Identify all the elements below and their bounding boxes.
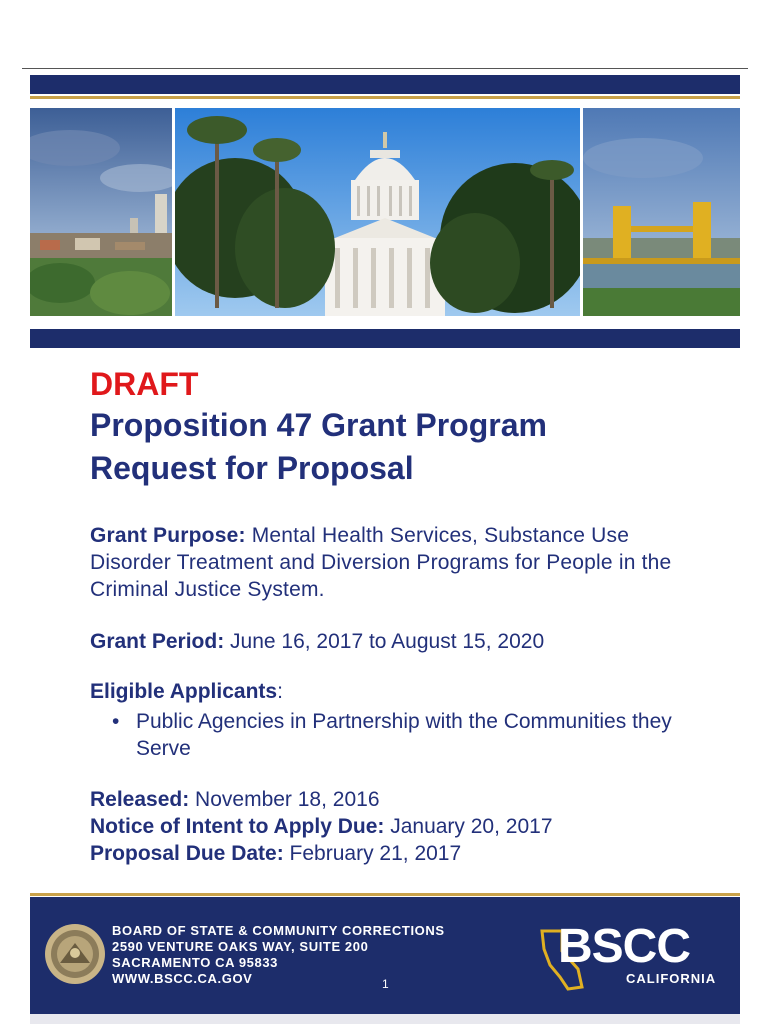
page-title-line1: Proposition 47 Grant Program — [90, 407, 547, 443]
grant-purpose-text: Mental Health Services, Substance Use Disorder Treatment and Diversion Programs for People in the Criminal Justice System. — [90, 524, 672, 601]
eligible-applicant-text: Public Agencies in Partnership with the Communities they Serve — [136, 710, 672, 760]
photo-banner — [30, 108, 740, 316]
grant-period-text: June 16, 2017 to August 15, 2020 — [224, 630, 545, 653]
bscc-logo: BSCC — [558, 920, 691, 973]
website-link[interactable]: WWW.BSCC.CA.GOV — [112, 971, 253, 986]
skyline-photo — [30, 108, 172, 316]
header-gold-line — [30, 96, 740, 99]
footer-gold-line — [30, 893, 740, 896]
grant-purpose — [90, 522, 690, 603]
page-title-line2: Request for Proposal — [90, 450, 414, 486]
org-name: BOARD OF STATE & COMMUNITY CORRECTIONS — [112, 923, 445, 938]
state-seal-icon — [44, 923, 106, 985]
footer-banner — [30, 897, 740, 1014]
top-rule — [22, 68, 748, 69]
grant-period-label: Grant Period: — [90, 630, 225, 653]
bullet-icon: • — [112, 710, 120, 733]
capitol-photo — [175, 108, 580, 316]
grant-purpose-label: Grant Purpose: — [90, 524, 246, 547]
city-address: SACRAMENTO CA 95833 — [112, 955, 278, 970]
proposal-due-date — [90, 840, 690, 867]
due-text: February 21, 2017 — [283, 842, 462, 865]
eligible-applicant-item — [112, 708, 692, 762]
page-number: 1 — [382, 977, 389, 991]
bridge-photo — [583, 108, 740, 316]
address-block — [112, 923, 445, 987]
released-text: November 18, 2016 — [189, 788, 380, 811]
bscc-logo-sub: CALIFORNIA — [626, 971, 717, 986]
notice-text: January 20, 2017 — [384, 815, 553, 838]
lower-navy-bar — [30, 329, 740, 348]
grant-period — [90, 628, 690, 655]
street-address: 2590 VENTURE OAKS WAY, SUITE 200 — [112, 939, 369, 954]
notice-of-intent — [90, 813, 690, 840]
eligible-applicants-label: Eligible Applicants — [90, 680, 278, 703]
header-navy-bar — [30, 75, 740, 94]
released-date — [90, 786, 690, 813]
released-label: Released: — [90, 788, 190, 811]
due-label: Proposal Due Date: — [90, 842, 284, 865]
notice-label: Notice of Intent to Apply Due: — [90, 815, 385, 838]
eligible-colon: : — [277, 680, 283, 703]
draft-label: DRAFT — [90, 366, 199, 402]
eligible-applicants — [90, 678, 690, 705]
bottom-strip — [30, 1014, 740, 1024]
